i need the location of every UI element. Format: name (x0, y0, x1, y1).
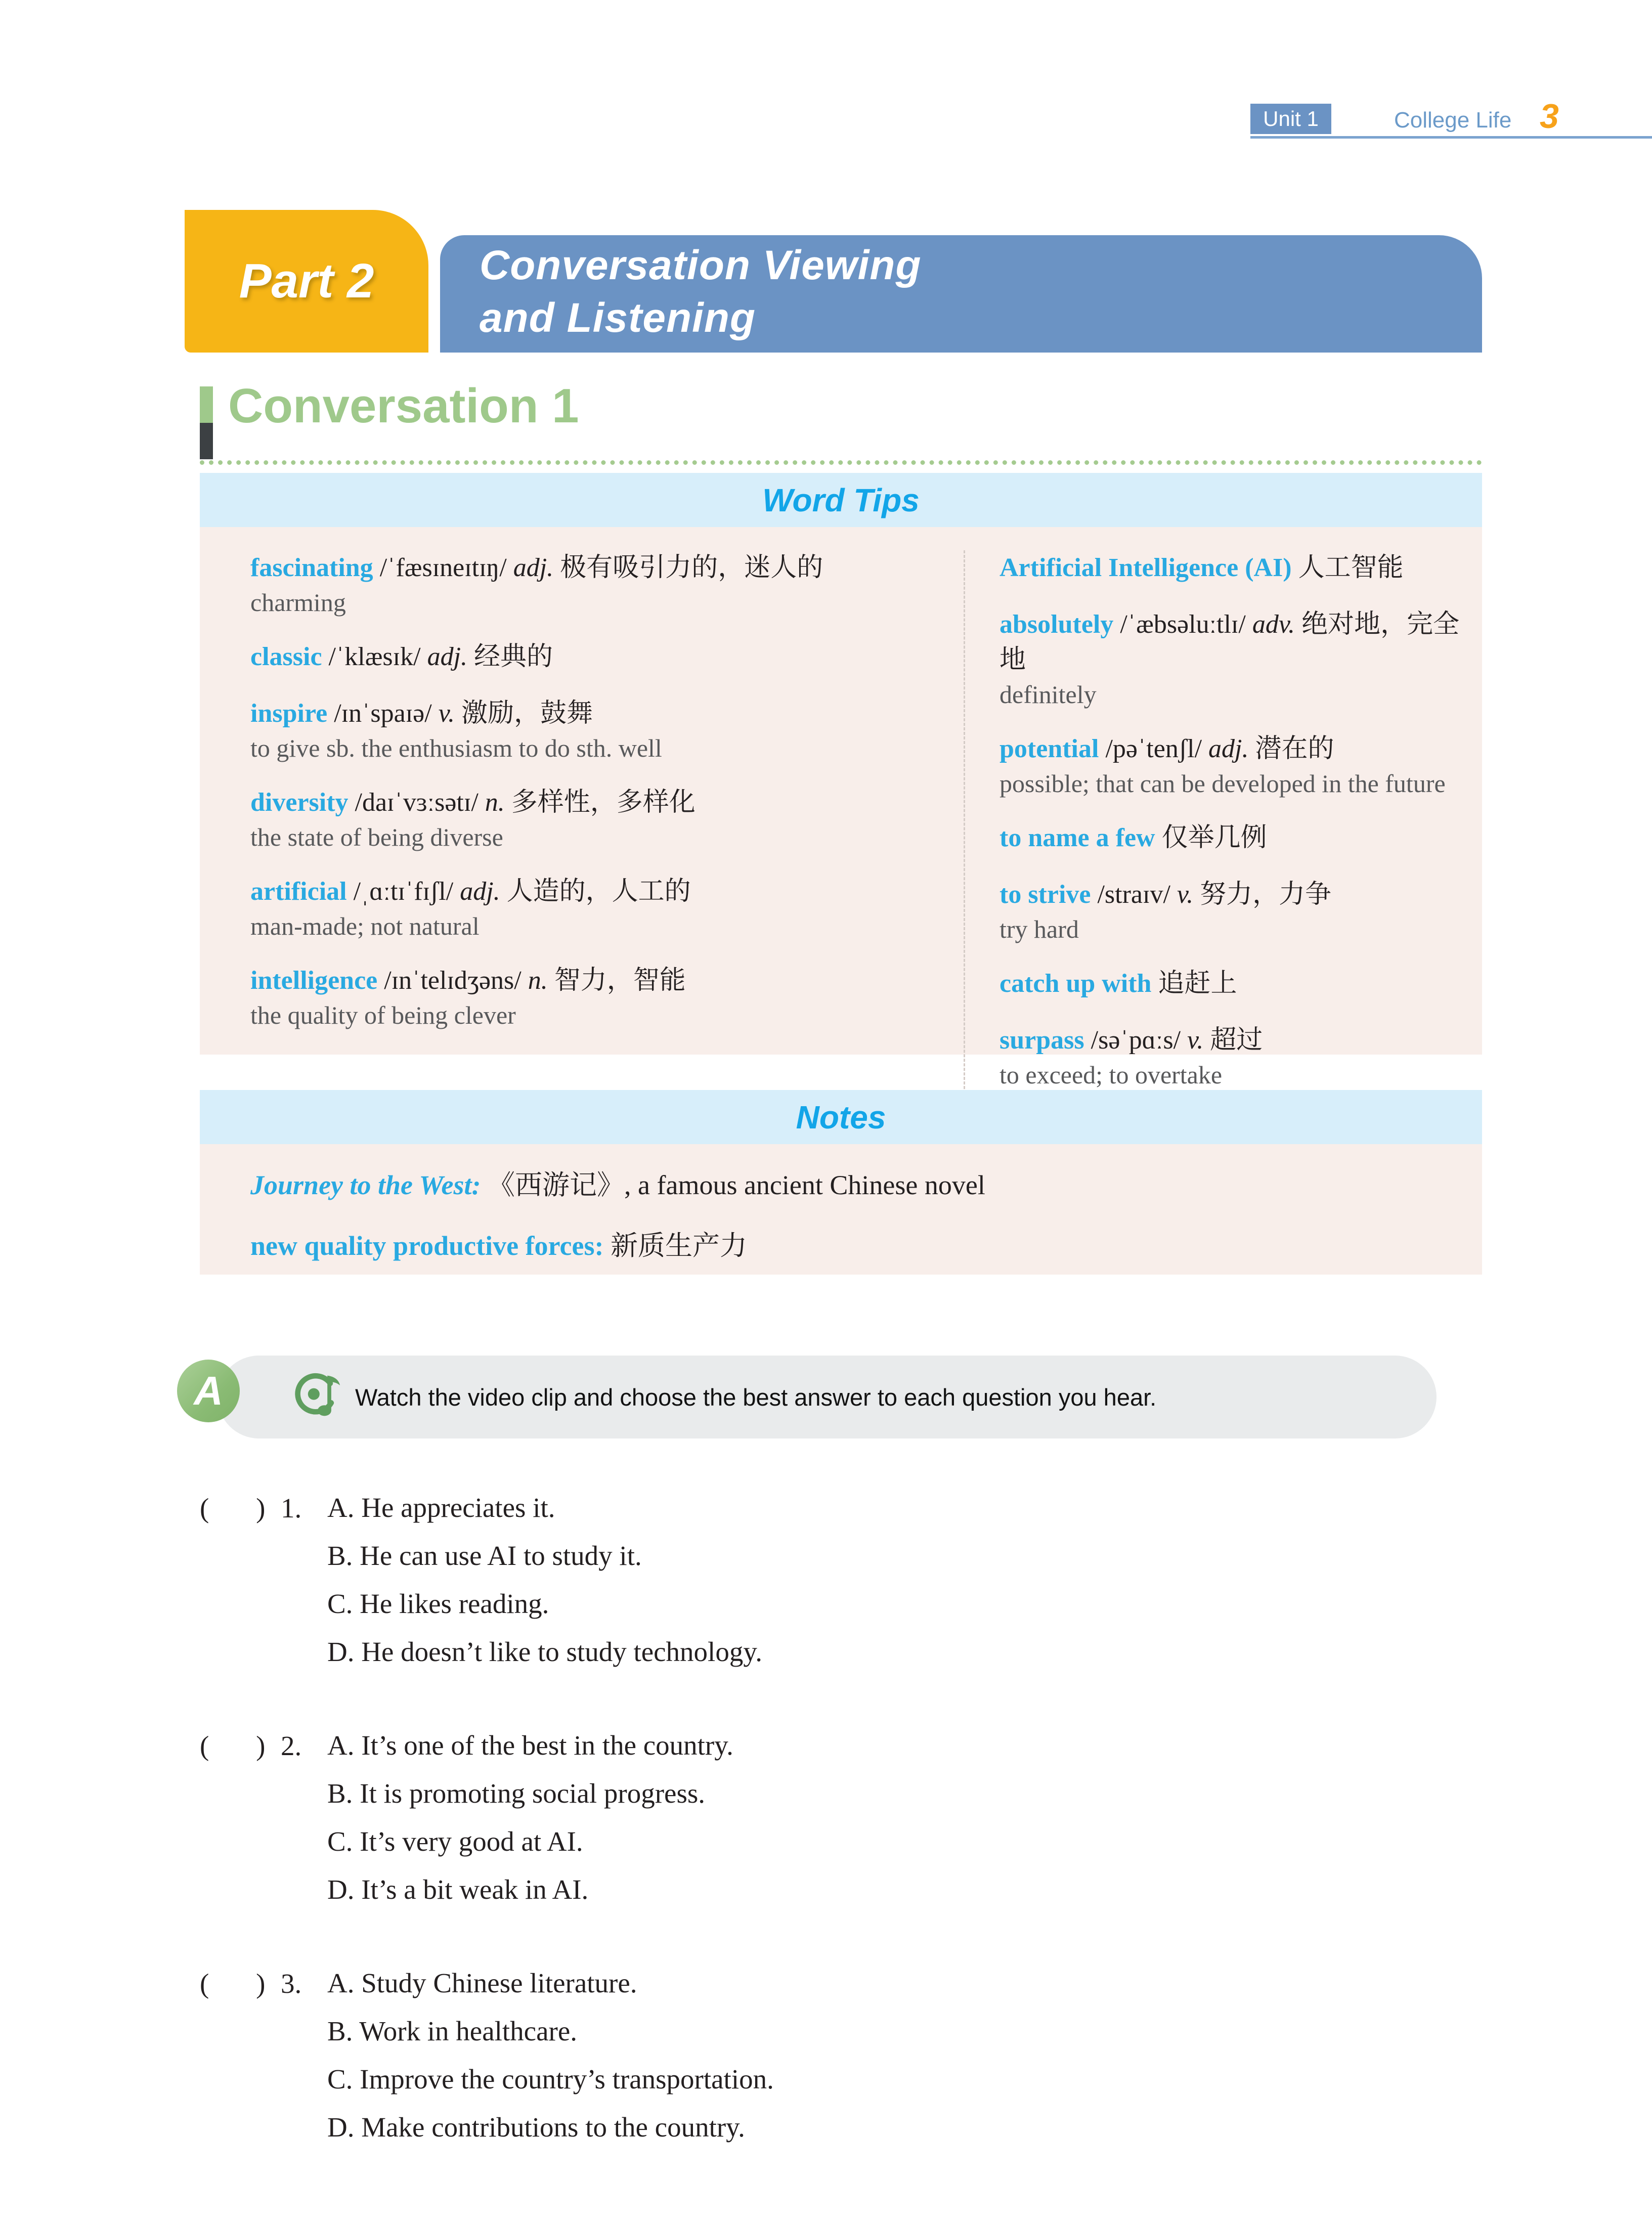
chinese-gloss: 激励，鼓舞 (461, 699, 593, 728)
option-d: D. He doesn’t like to study technology. (327, 1636, 763, 1667)
part-banner-title-panel (440, 235, 1482, 353)
term: inspire (250, 699, 328, 728)
word-tip-entry (999, 877, 1462, 945)
phonetic: /daɪˈvɜːsətɪ/ (355, 788, 479, 817)
term: artificial (250, 877, 347, 906)
term: absolutely (999, 610, 1114, 639)
term-line (999, 550, 1462, 586)
option-b: B. Work in healthcare. (327, 2016, 577, 2046)
audio-disc-note-icon (293, 1372, 342, 1423)
chinese-gloss: 努力，力争 (1200, 880, 1332, 909)
chinese-gloss: 经典的 (474, 642, 553, 671)
part-of-speech: v. (438, 699, 455, 728)
option-d: D. It’s a bit weak in AI. (327, 1874, 589, 1905)
unit-badge (1250, 104, 1331, 134)
note-lead: new quality productive forces: (250, 1231, 604, 1261)
english-gloss: charming (250, 588, 346, 617)
notes-header (200, 1090, 1482, 1144)
question-2 (200, 1730, 1495, 1922)
phonetic: /səˈpɑːs/ (1091, 1026, 1181, 1055)
term-line (250, 639, 933, 675)
chinese-gloss: 人造的，人工的 (506, 877, 691, 906)
part-banner (185, 210, 1482, 353)
activity-instruction-bar (218, 1356, 1437, 1438)
part-badge (185, 210, 428, 353)
term: Artificial Intelligence (AI) (999, 553, 1292, 582)
option-a: A. He appreciates it. (327, 1492, 555, 1523)
page-number: 3 (1540, 97, 1559, 136)
word-tips-body (200, 527, 1482, 1112)
english-gloss: man-made; not natural (250, 912, 480, 940)
notes-title: Notes (796, 1099, 886, 1136)
part-of-speech: adj. (1208, 734, 1249, 763)
term-line (250, 963, 933, 998)
option-a: A. Study Chinese literature. (327, 1968, 637, 1998)
term-line (999, 820, 1462, 856)
term: classic (250, 642, 322, 671)
word-tips-header (200, 473, 1482, 527)
term: surpass (999, 1026, 1084, 1055)
term-line (999, 877, 1462, 912)
notes-box (200, 1090, 1482, 1275)
note-item (250, 1229, 1452, 1262)
part-of-speech: adv. (1252, 610, 1295, 639)
dotted-divider (200, 460, 1482, 465)
term-line (999, 966, 1462, 1001)
options (327, 1492, 1495, 1684)
section-heading (200, 379, 1482, 472)
word-tip-entry (999, 1023, 1462, 1090)
word-tip-entry (250, 696, 933, 764)
question-number: 2. (281, 1730, 302, 1761)
english-gloss: definitely (999, 680, 1097, 709)
option-c: C. It’s very good at AI. (327, 1826, 583, 1857)
term: potential (999, 734, 1099, 763)
phonetic: /straɪv/ (1097, 880, 1170, 909)
word-tip-entry (999, 550, 1462, 586)
chinese-gloss: 追赶上 (1158, 969, 1237, 998)
chinese-gloss: 绝对地，完全地 (999, 610, 1460, 674)
chinese-gloss: 人工智能 (1298, 553, 1404, 582)
activity-instruction: Watch the video clip and choose the best answer to each question you hear. (355, 1383, 1157, 1411)
english-gloss: the quality of being clever (250, 1001, 516, 1029)
chinese-gloss: 智力，智能 (554, 966, 686, 995)
question-number: 3. (281, 1968, 302, 1999)
option-b: B. It is promoting social progress. (327, 1778, 706, 1809)
note-rest: 新质生产力 (610, 1231, 747, 1261)
unit-badge-label: Unit 1 (1263, 107, 1319, 130)
english-gloss: to exceed; to overtake (999, 1061, 1223, 1089)
option-c: C. Improve the country’s transportation. (327, 2064, 774, 2095)
part-badge-label: Part 2 (239, 254, 374, 308)
part-of-speech: v. (1177, 880, 1194, 909)
part-of-speech: n. (528, 966, 548, 995)
term-line (250, 874, 933, 909)
term: diversity (250, 788, 349, 817)
term: fascinating (250, 553, 373, 582)
question-3 (200, 1968, 1495, 2160)
term-line (999, 1023, 1462, 1058)
question-1 (200, 1492, 1495, 1684)
part-banner-title-line1: Conversation Viewing (480, 242, 922, 288)
option-c: C. He likes reading. (327, 1588, 549, 1619)
term-line (250, 696, 933, 731)
word-tips-title: Word Tips (762, 482, 920, 518)
english-gloss: try hard (999, 915, 1079, 943)
note-rest: 《西游记》, a famous ancient Chinese novel (488, 1170, 985, 1200)
option-b: B. He can use AI to study it. (327, 1540, 642, 1571)
chinese-gloss: 潜在的 (1255, 734, 1334, 763)
question-number: 1. (281, 1493, 302, 1523)
note-lead: Journey to the West: (250, 1170, 481, 1200)
word-tips-right-column (964, 550, 1482, 1112)
word-tip-entry (250, 874, 933, 942)
notes-body (200, 1144, 1482, 1262)
activity-label: A (194, 1368, 223, 1413)
header-rule (1250, 136, 1652, 139)
options (327, 1730, 1495, 1922)
page-header (1250, 97, 1652, 159)
term: catch up with (999, 969, 1152, 998)
answer-blank: ( ) (200, 1968, 268, 1999)
option-a: A. It’s one of the best in the country. (327, 1730, 733, 1761)
word-tip-entry (999, 820, 1462, 856)
answer-blank: ( ) (200, 1730, 268, 1761)
chinese-gloss: 仅举几例 (1161, 823, 1267, 852)
word-tip-entry (250, 639, 933, 675)
phonetic: /ˈfæsɪneɪtɪŋ/ (379, 553, 507, 582)
activity-a (177, 1351, 1437, 1453)
activity-label-badge (177, 1360, 240, 1422)
word-tips-left-column (200, 550, 964, 1052)
part-banner-title-line2: and Listening (480, 295, 756, 341)
heading-accent-bar-green (200, 386, 213, 423)
phonetic: /ˈklæsɪk/ (328, 642, 421, 671)
english-gloss: the state of being diverse (250, 823, 503, 851)
term: to name a few (999, 823, 1155, 852)
english-gloss: to give sb. the enthusiasm to do sth. well (250, 734, 662, 762)
word-tip-entry (250, 963, 933, 1031)
phonetic: /ɪnˈspaɪə/ (334, 699, 432, 728)
term-line (250, 785, 933, 820)
note-item (250, 1168, 1452, 1202)
section-title: Conversation 1 (228, 379, 579, 433)
heading-accent-bar-dark (200, 423, 213, 459)
term-line (999, 607, 1462, 678)
phonetic: /ˈæbsəluːtlɪ/ (1120, 610, 1246, 639)
chinese-gloss: 极有吸引力的，迷人的 (560, 553, 823, 582)
word-tips-box (200, 473, 1482, 1089)
term: to strive (999, 880, 1091, 909)
question-list (200, 1492, 1495, 2205)
term: intelligence (250, 966, 378, 995)
term-line (999, 731, 1462, 767)
word-tip-entry (999, 966, 1462, 1001)
part-of-speech: adj. (513, 553, 554, 582)
term-line (250, 550, 933, 586)
part-of-speech: v. (1187, 1026, 1204, 1055)
phonetic: /ɪnˈtelɪdʒəns/ (384, 966, 521, 995)
chinese-gloss: 超过 (1210, 1026, 1263, 1055)
part-of-speech: adj. (460, 877, 500, 906)
answer-blank: ( ) (200, 1493, 268, 1523)
english-gloss: possible; that can be developed in the future (999, 769, 1446, 798)
option-d: D. Make contributions to the country. (327, 2112, 745, 2143)
word-tip-entry (999, 607, 1462, 710)
part-of-speech: adj. (427, 642, 468, 671)
phonetic: /ˌɑːtɪˈfɪʃl/ (353, 877, 454, 906)
word-tip-entry (999, 731, 1462, 799)
course-title: College Life (1394, 108, 1512, 133)
word-tip-entry (250, 550, 933, 618)
word-tip-entry (250, 785, 933, 853)
options (327, 1968, 1495, 2160)
phonetic: /pəˈtenʃl/ (1105, 734, 1202, 763)
chinese-gloss: 多样性，多样化 (511, 788, 695, 817)
part-of-speech: n. (485, 788, 505, 817)
